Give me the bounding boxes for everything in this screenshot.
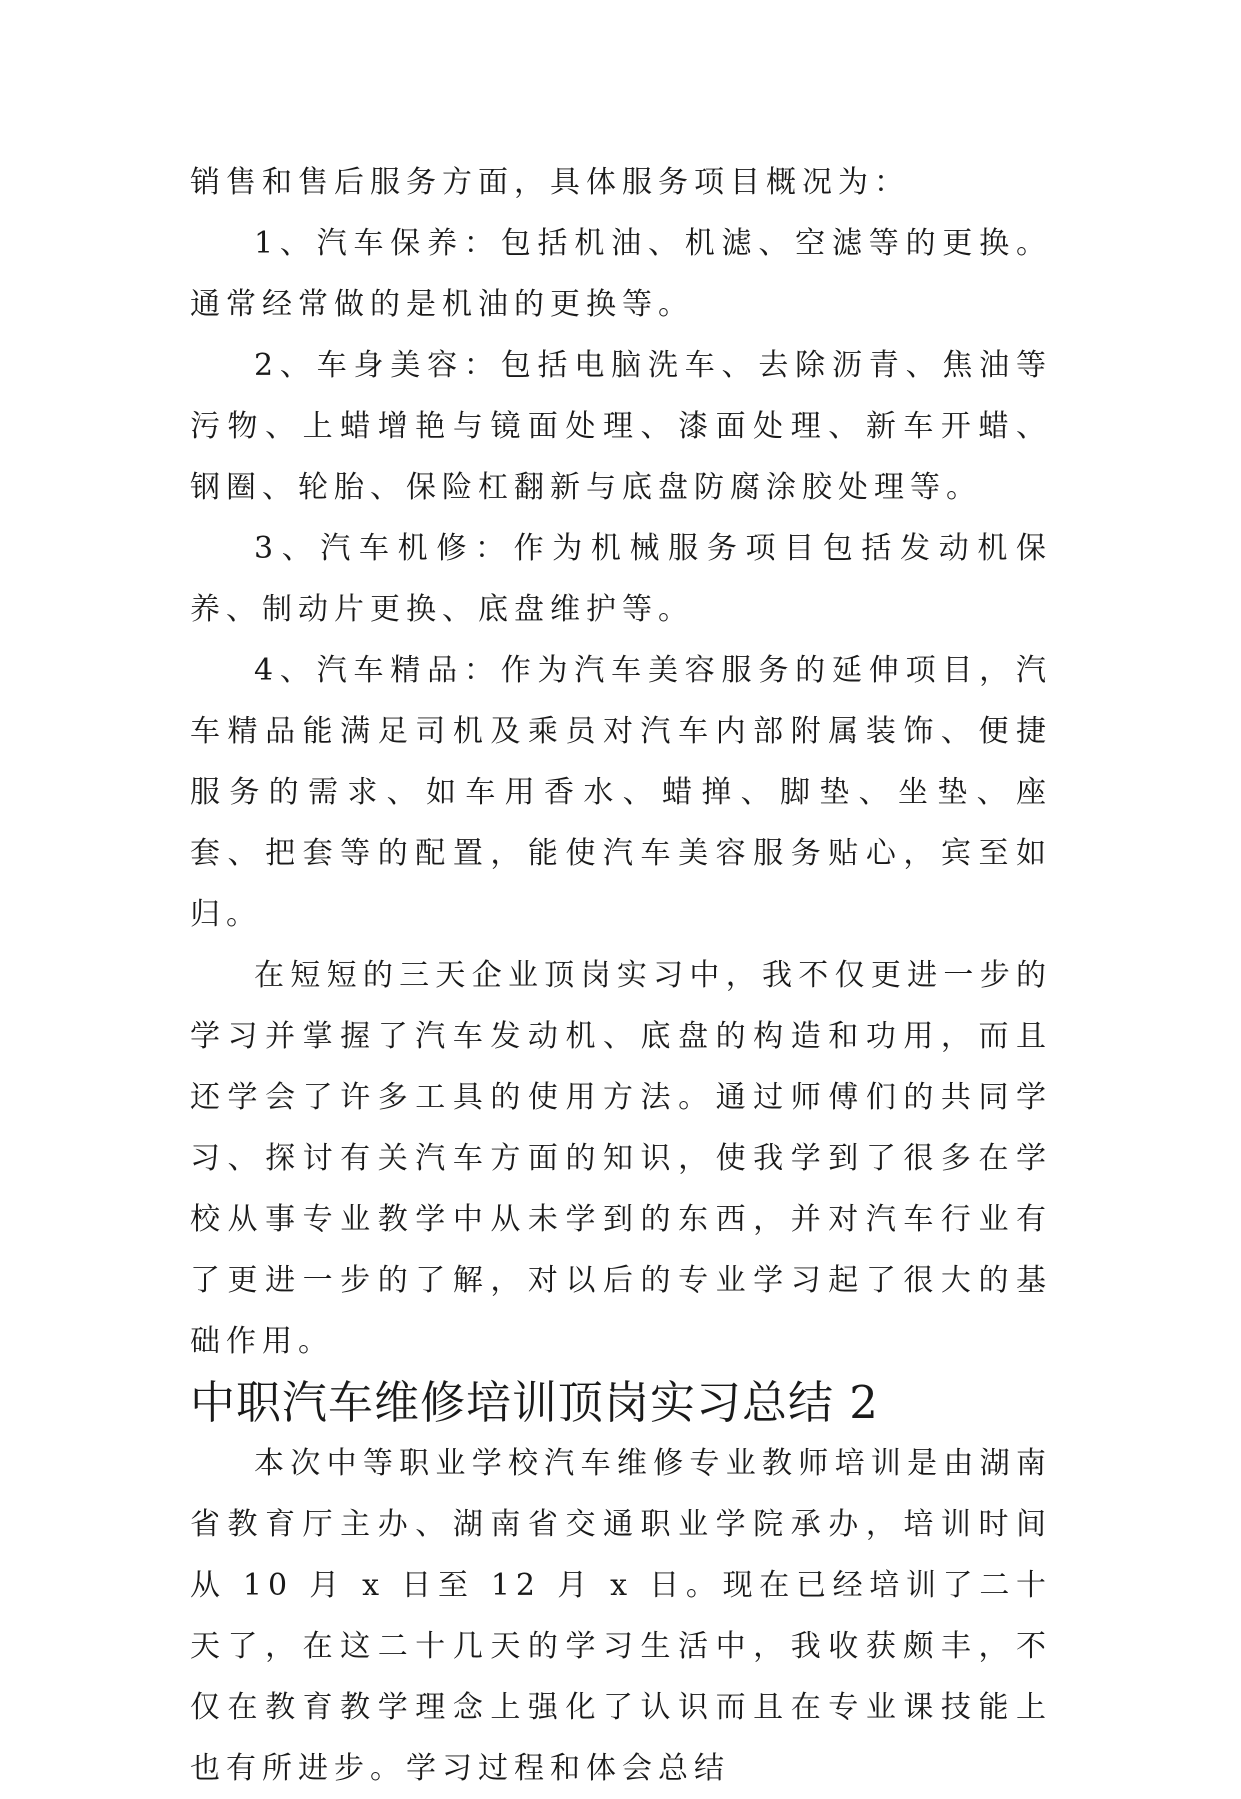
paragraph-car-maintenance: 1、汽车保养：包括机油、机滤、空滤等的更换。通常经常做的是机油的更换等。: [190, 226, 1052, 322]
paragraph-mechanical-repair: 3、汽车机修：作为机械服务项目包括发动机保养、制动片更换、底盘维护等。: [190, 531, 1052, 627]
document-body: [190, 152, 1052, 1799]
paragraph-body-beauty: 2、车身美容：包括电脑洗车、去除沥青、焦油等污物、上蜡增艳与镜面处理、漆面处理、新车开蜡、钢圈、轮胎、保险杠翻新与底盘防腐涂胶处理等。: [190, 348, 1052, 505]
paragraph-car-accessories: 4、汽车精品：作为汽车美容服务的延伸项目，汽车精品能满足司机及乘员对汽车内部附属装饰、便捷服务的需求、如车用香水、蜡掸、脚垫、坐垫、座套、把套等的配置，能使汽车美容服务贴心，宾至如归。: [190, 653, 1052, 932]
section-title: 中职汽车维修培训顶岗实习总结 2: [190, 1376, 879, 1429]
paragraph-service-intro: 销售和售后服务方面，具体服务项目概况为：: [190, 165, 910, 200]
paragraph-training-overview: 本次中等职业学校汽车维修专业教师培训是由湖南省教育厅主办、湖南省交通职业学院承办，培训时间从 10 月 x 日至 12 月 x 日。现在已经培训了二十天了，在这二十几天的学习生活中，我收获颇丰，不仅在教育教学理念上强化了认识而且在专业课技能上也有所进步。学习过程和体会总结: [190, 1446, 1052, 1786]
paragraph-internship-reflection: 在短短的三天企业顶岗实习中，我不仅更进一步的学习并掌握了汽车发动机、底盘的构造和功用，而且还学会了许多工具的使用方法。通过师傅们的共同学习、探讨有关汽车方面的知识，使我学到了很多在学校从事专业教学中从未学到的东西，并对汽车行业有了更进一步的了解，对以后的专业学习起了很大的基础作用。: [190, 958, 1052, 1359]
